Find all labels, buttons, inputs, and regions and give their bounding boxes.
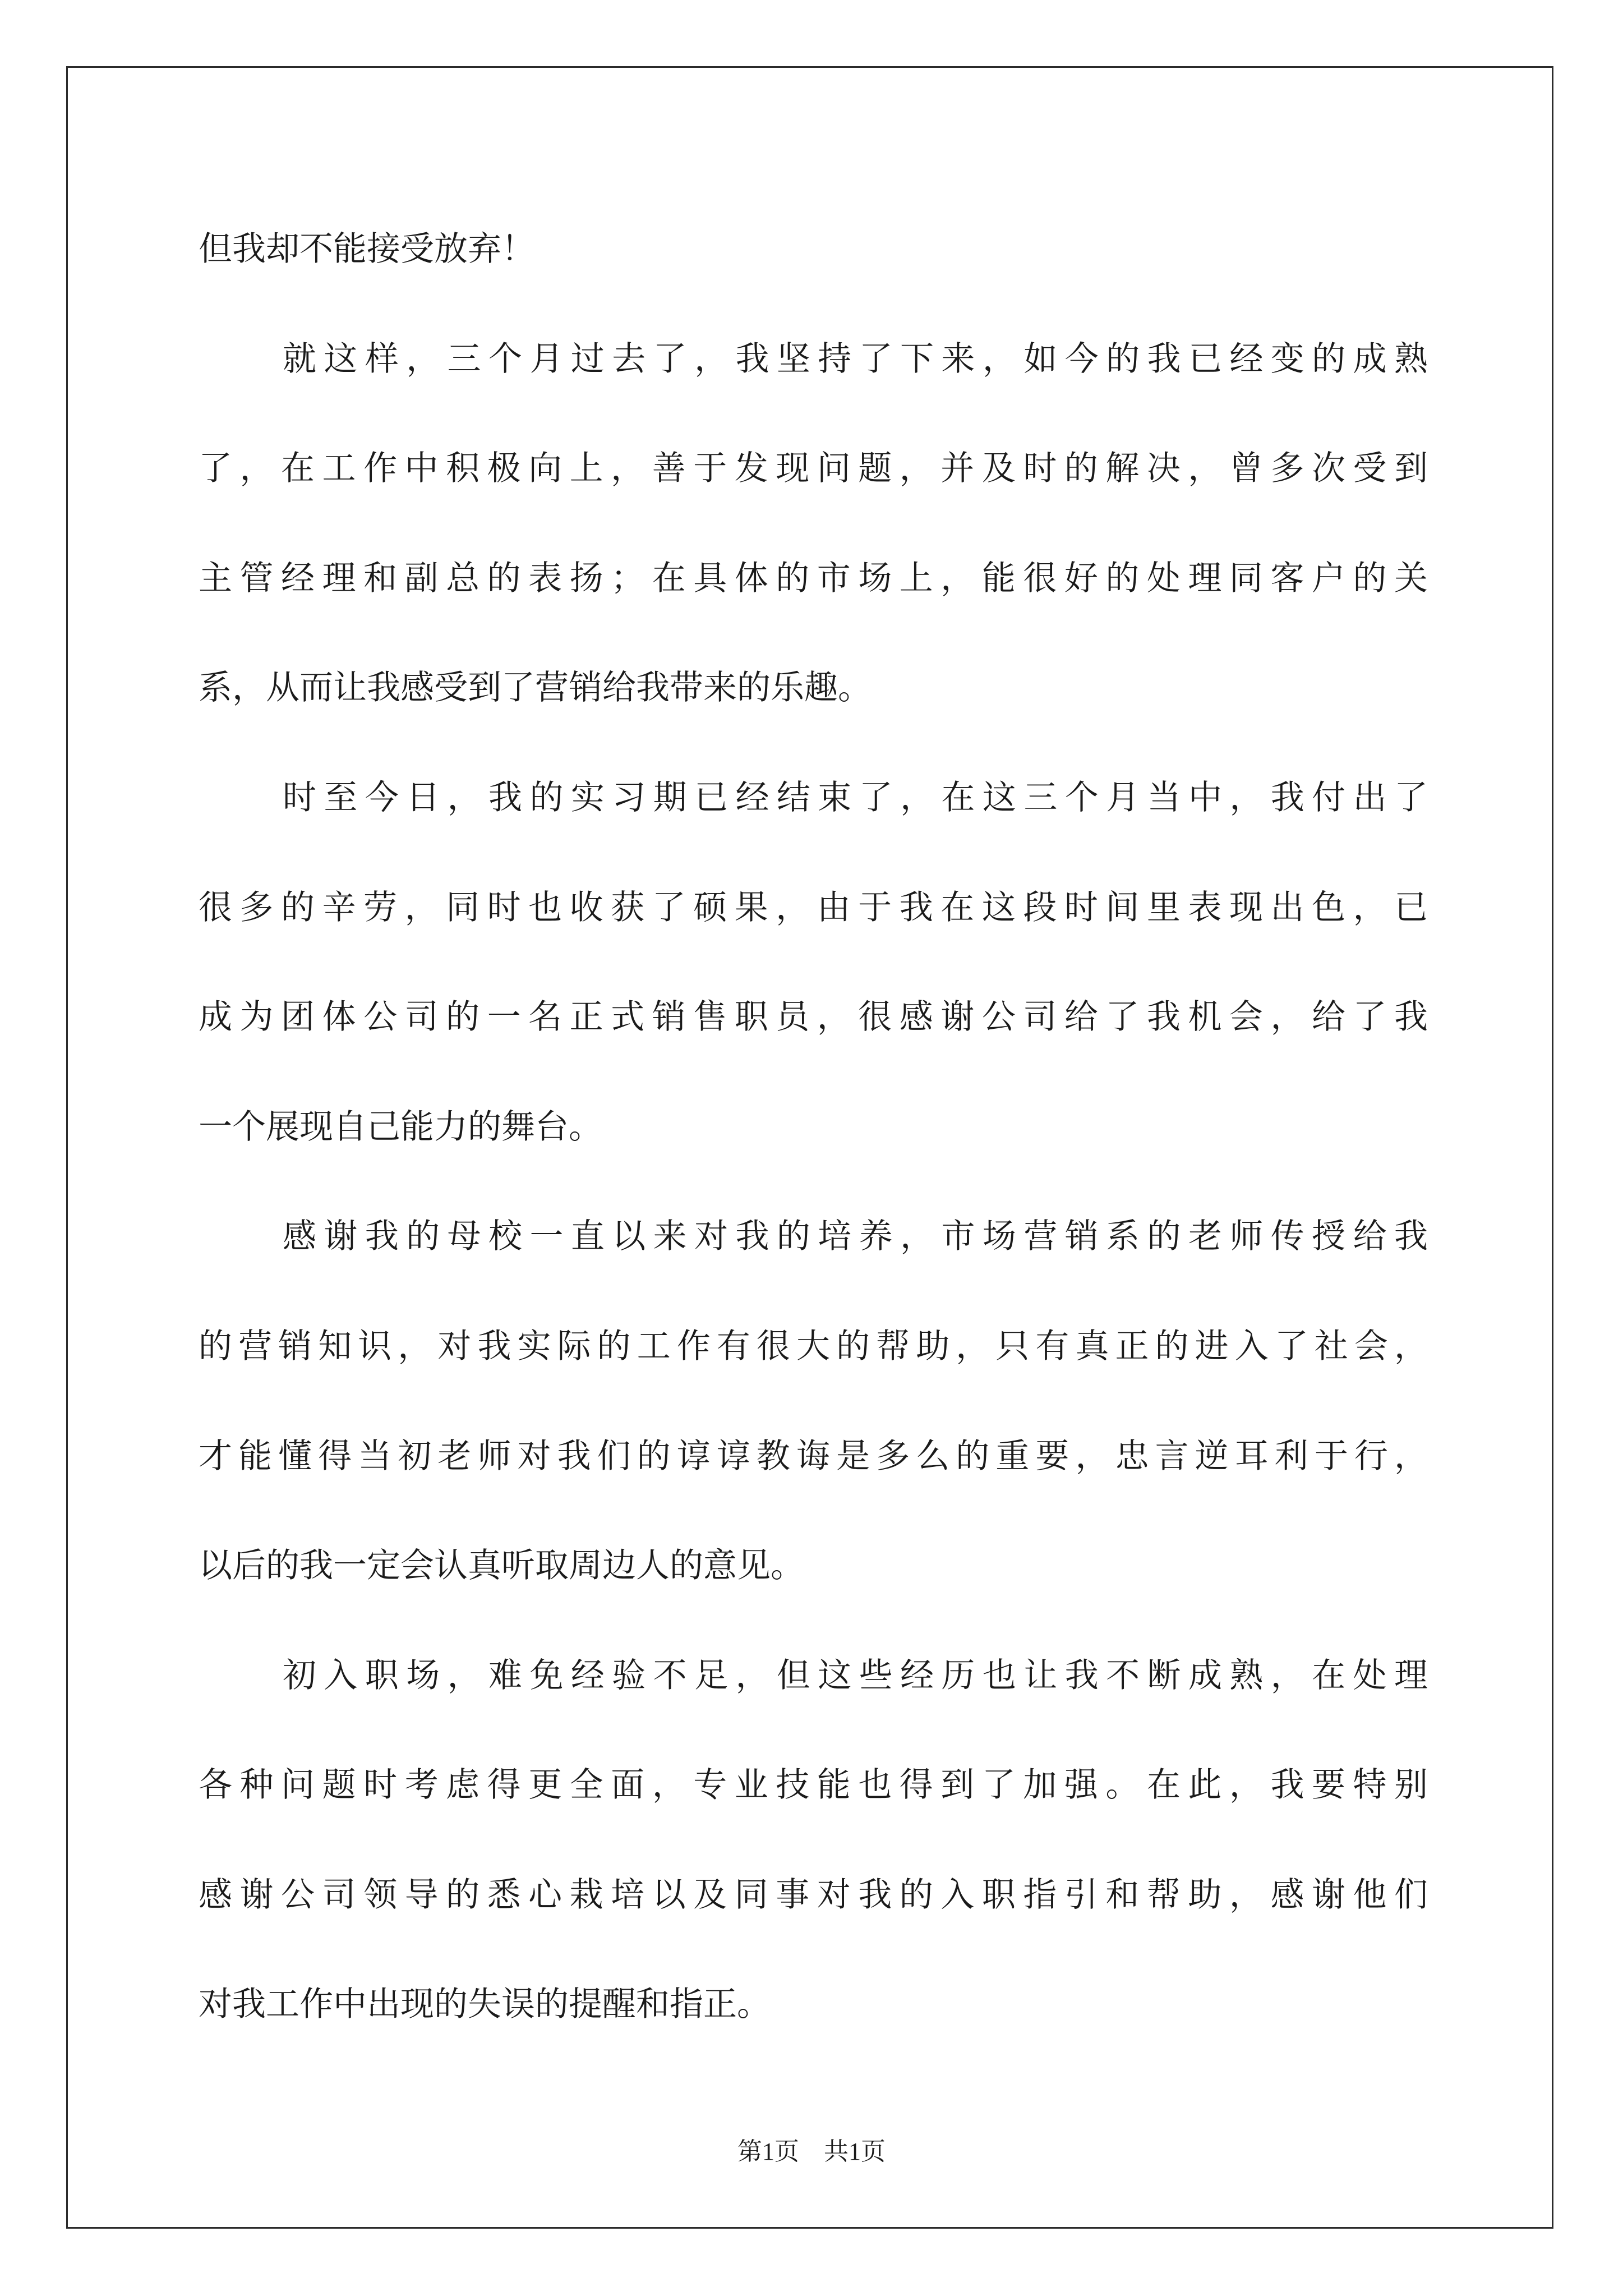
text-line: 时至今日，我的实习期已经结束了，在这三个月当中，我付出了	[283, 778, 1428, 817]
text-line: 系，从而让我感受到了营销给我带来的乐趣。	[199, 668, 872, 707]
text-line: 以后的我一定会认真听取周边人的意见。	[199, 1546, 804, 1585]
text-line: 初入职场，难免经验不足，但这些经历也让我不断成熟，在处理	[283, 1656, 1428, 1695]
text-line: 对我工作中出现的失误的提醒和指正。	[199, 1985, 771, 2024]
text-line: 才能懂得当初老师对我们的谆谆教诲是多么的重要，忠言逆耳利于行，	[199, 1437, 1428, 1476]
page-number: 第1页 共1页	[737, 2138, 886, 2165]
text-line: 各种问题时考虑得更全面，专业技能也得到了加强。在此，我要特别	[199, 1765, 1428, 1805]
text-line: 的营销知识，对我实际的工作有很大的帮助，只有真正的进入了社会，	[199, 1327, 1428, 1366]
text-line: 一个展现自己能力的舞台。	[199, 1107, 602, 1147]
text-line: 了，在工作中积极向上，善于发现问题，并及时的解决，曾多次受到	[199, 449, 1428, 488]
text-line: 主管经理和副总的表扬；在具体的市场上，能很好的处理同客户的关	[199, 559, 1428, 598]
text-line: 成为团体公司的一名正式销售职员，很感谢公司给了我机会，给了我	[199, 997, 1428, 1037]
text-line: 感谢公司领导的悉心栽培以及同事对我的入职指引和帮助，感谢他们	[199, 1875, 1428, 1915]
text-line: 就这样，三个月过去了，我坚持了下来，如今的我已经变的成熟	[283, 339, 1428, 379]
text-line: 很多的辛劳，同时也收获了硕果，由于我在这段时间里表现出色，已	[199, 888, 1428, 927]
text-line: 但我却不能接受放弃！	[199, 229, 535, 269]
text-line: 感谢我的母校一直以来对我的培养，市场营销系的老师传授给我	[283, 1217, 1428, 1256]
